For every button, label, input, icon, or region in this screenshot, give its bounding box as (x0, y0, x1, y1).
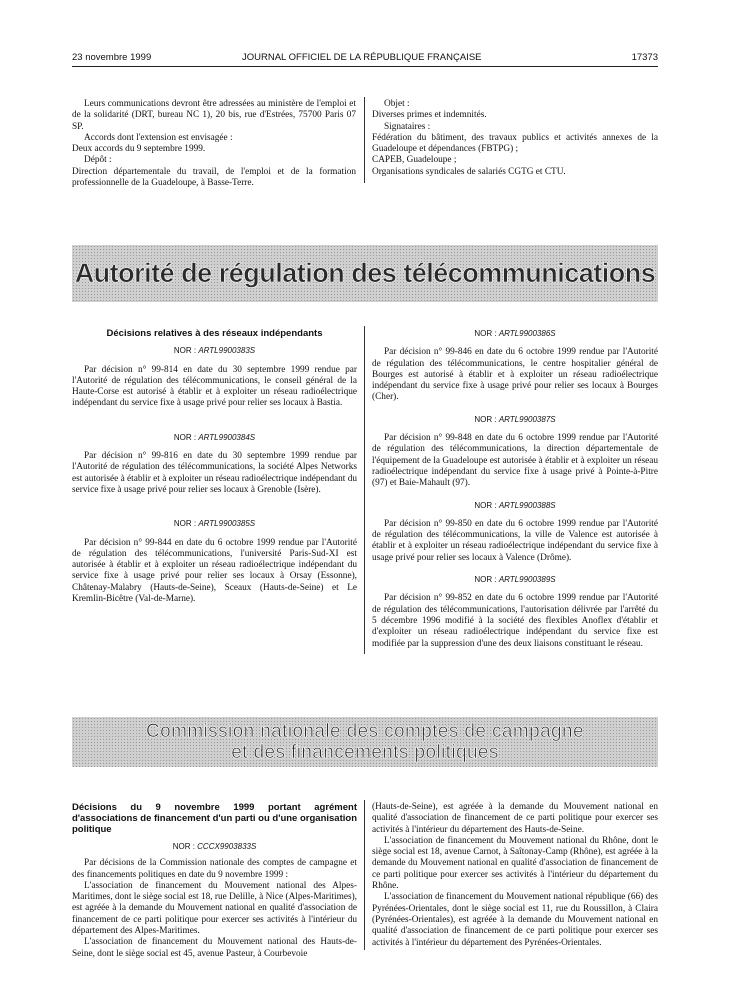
decision-paragraph: Par décision n° 99-844 en date du 6 octobre 1999 rendue par l'Autorité de régulation des télécommunications, l'université Paris-Sud-XI est autorisée à établir et à exploiter un réseau radioélectrique indépendant du service fixe à usage privé pour relier ses locaux à Orsay (Essonne), Châtenay-Malabry (Hauts-de-Seine), Sceaux (Hauts-de-Seine) et Le Kremlin-Bicêtre (Val-de-Marne). (72, 537, 357, 605)
art-left-column (72, 328, 357, 605)
section-title-art: Autorité de régulation des télécommunications (74, 258, 656, 288)
decision-paragraph: L'association de financement du Mouvement national des Hauts-de-Seine, dont le siège social est 45, avenue Pasteur, à Courbevoie (72, 937, 357, 959)
top-left-para: Leurs communications devront être adressées au ministère de l'emploi et de la solidarité (DRT, bureau NC 1), 20 bis, rue d'Estrées, 75700 Paris 07 SP. (72, 99, 356, 132)
nor-reference: NOR : ARTL9900385S (173, 519, 256, 529)
cnc-heading: Décisions du 9 novembre 1999 portant agrément d'associations de financement d'un parti ou d'une organisation politique (72, 802, 357, 835)
decision-paragraph: L'association de financement du Mouvement national des Alpes-Maritimes, dont le siège social est 18, rue Delille, à Nice (Alpes-Maritimes), est agréée à la demande du Mouvement national en qualité d'association de financement de ce parti politique pour exercer ses activités à l'intérieur du département des Alpes-Maritimes. (72, 880, 357, 937)
decision-paragraph: Par décision n° 99-852 en date du 6 octobre 1999 rendue par l'Autorité de régulation des télécommunications, l'autorisation délivrée par l'arrêté du 5 décembre 1996 modifié à la société des flexibles Anoflex d'établir et d'exploiter un réseau radioélectrique indépendant du service fixe est modifiée par la suppression d'une des deux liaisons constituant le réseau. (372, 593, 658, 649)
issue-date: 23 novembre 1999 (72, 52, 152, 63)
nor-reference: NOR : ARTL9900389S (474, 575, 556, 585)
decision-paragraph: Par décision n° 99-816 en date du 30 septembre 1999 rendue par l'Autorité de régulation des télécommunications, la société Alpes Networks est autorisée à établir et à exploiter un réseau radioélectrique indépendant du service fixe à usage privé pour relier ses locaux à Grenoble (Isère). (72, 451, 357, 495)
top-right-para: Diverses primes et indemnités. (372, 110, 487, 121)
column-separator (364, 800, 365, 950)
nor-reference: NOR : ARTL9900388S (474, 500, 556, 510)
nor-reference: NOR : ARTL9900383S (173, 346, 256, 356)
nor-reference: NOR : ARTL9900384S (173, 432, 256, 442)
top-left-para: Direction départementale du travail, de l'emploi et de la formation professionnelle de la Guadeloupe, à Basse-Terre. (72, 166, 356, 189)
top-right-column (372, 99, 658, 178)
decision-paragraph: Par décision n° 99-848 en date du 6 octobre 1999 rendue par l'Autorité de régulation des télécommunications, la direction départementale de l'équipement de la Guadeloupe est autorisée à établir et à exploiter un réseau radioélectrique indépendant du service fixe à usage privé à Pointe-à-Pitre (97) et Baie-Mahault (97). (372, 433, 658, 489)
top-right-para: Objet : (384, 99, 410, 109)
top-right-para: Fédération du bâtiment, des travaux publics et activités annexes de la Guadeloupe et dépendances (FBTPG) ; (372, 132, 658, 155)
column-separator (364, 326, 365, 654)
column-separator (364, 97, 365, 183)
journal-title: JOURNAL OFFICIEL DE LA RÉPUBLIQUE FRANÇAISE (242, 52, 482, 63)
running-head (72, 52, 658, 66)
cnc-left-column (72, 802, 357, 960)
nor-reference: NOR : ARTL9900386S (474, 329, 556, 338)
decision-paragraph: Par décisions de la Commission nationale des comptes de campagne et des financements politiques en date du 9 novembre 1999 : (72, 858, 357, 880)
decision-paragraph: Par décision n° 99-850 en date du 6 octobre 1999 rendue par l'Autorité de régulation des télécommunications, la ville de Valence est autorisée à établir et à exploiter un réseau radioélectrique indépendant du service fixe à usage privé pour relier ses locaux à Valence (Drôme). (372, 518, 658, 563)
cnc-right-column (372, 802, 658, 949)
art-right-column (372, 328, 658, 650)
decision-paragraph: L'association de financement du Mouvement national république (66) des Pyrénées-Orientales, dont le siège social est 11, rue du Roussillon, à Claira (Pyrénées-Orientales), est agréée à la demande du Mouvement national en qualité d'association de financement de ce parti politique pour exercer ses activités à l'intérieur du département des Pyrénées-Orientales. (372, 892, 658, 948)
top-left-para: Accords dont l'extension est envisagée : (84, 132, 233, 143)
decision-paragraph: (Hauts-de-Seine), est agréée à la demande du Mouvement national en qualité d'association de financement de ce parti politique pour exercer ses activités à l'intérieur du département des Hauts-de-Seine. (372, 802, 658, 835)
nor-reference: NOR : CCCX9903833S (172, 842, 257, 851)
top-right-para: Organisations syndicales de salariés CGTG et CTU. (372, 166, 566, 177)
header-rule (72, 66, 658, 67)
page-number: 17373 (631, 52, 658, 63)
section-banner-art (72, 245, 658, 302)
top-right-para: CAPEB, Guadeloupe ; (372, 155, 457, 166)
decision-paragraph: Par décision n° 99-846 en date du 6 octobre 1999 rendue par l'Autorité de régulation des télécommunications, le centre hospitalier général de Bourges est autorisé à établir et à exploiter un réseau radioélectrique indépendant du service fixe à usage privé pour relier ses locaux à Bourges (Cher). (372, 347, 658, 403)
decision-paragraph: Par décision n° 99-814 en date du 30 septembre 1999 rendue par l'Autorité de régulation des télécommunications, le conseil général de la Haute-Corse est autorisé à établir et à exploiter un réseau radioélectrique indépendant du service fixe à usage privé pour relier ses locaux à Bastia. (72, 364, 357, 409)
section-title-line1: Commission nationale des comptes de campagne (146, 721, 584, 742)
top-right-para: Signataires : (384, 121, 431, 132)
top-left-para: Deux accords du 9 septembre 1999. (72, 144, 206, 155)
decision-paragraph: L'association de financement du Mouvement national du Rhône, dont le siège social est 18, avenue Carnot, à Saîtonay-Camp (Rhône), est agréée à la demande du Mouvement national en qualité d'association de financement de ce parti politique pour exercer ses activités à l'intérieur du département du Rhône. (372, 835, 658, 892)
section-banner-cnccfp (72, 717, 658, 767)
section-title-line2: et des financements politiques (231, 742, 499, 763)
art-heading: Décisions relatives à des réseaux indépendants (106, 328, 323, 339)
top-left-column (72, 99, 356, 189)
top-left-para: Dépôt : (84, 155, 112, 166)
nor-reference: NOR : ARTL9900387S (474, 414, 556, 424)
